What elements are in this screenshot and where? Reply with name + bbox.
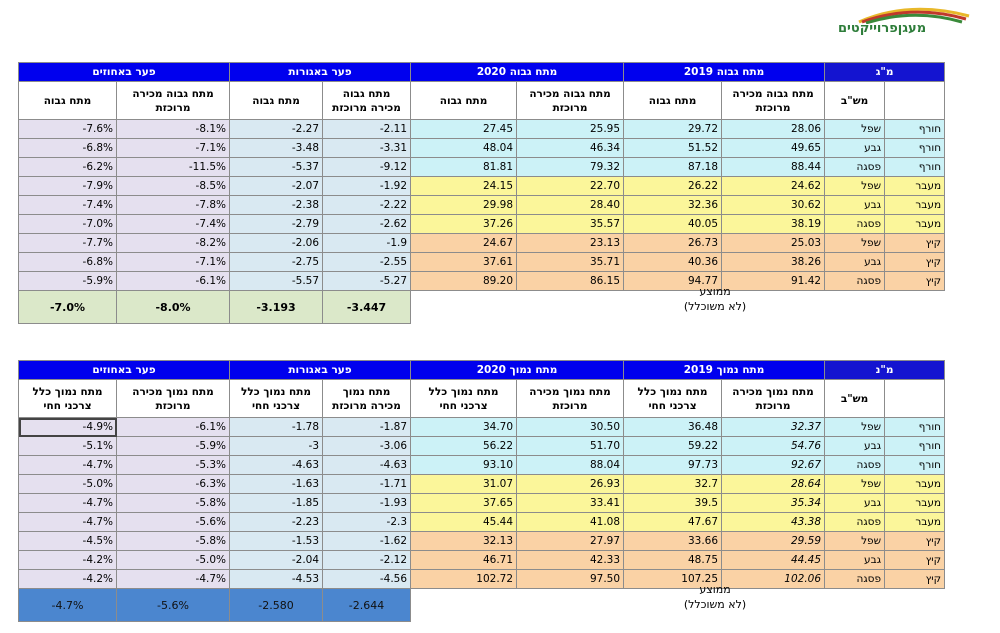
summary-ag-a: -3.193 — [230, 291, 323, 324]
group-header-pct: פער באחוזים — [19, 361, 230, 380]
cell-season[interactable]: מעבר — [885, 513, 945, 532]
cell-y19-b[interactable]: 32.37 — [722, 418, 825, 437]
cell-ag-a[interactable]: -2.38 — [230, 196, 323, 215]
cell-tod[interactable]: פסגה — [825, 215, 885, 234]
cell-tod[interactable]: שפל — [825, 532, 885, 551]
table-row — [19, 215, 945, 234]
cell-tod[interactable]: שפל — [825, 475, 885, 494]
cell-y20-a[interactable]: 37.26 — [411, 215, 517, 234]
cell-y19-b[interactable]: 38.19 — [722, 215, 825, 234]
cell-season[interactable]: מעבר — [885, 215, 945, 234]
average-note-line1: ממוצע — [699, 285, 731, 298]
cell-season[interactable]: חורף — [885, 158, 945, 177]
table-row — [19, 139, 945, 158]
sub-header: מתח נמוך כלל צרכני חחי — [230, 380, 323, 418]
cell-y19-a[interactable]: 26.22 — [624, 177, 722, 196]
cell-ag-a[interactable]: -1.63 — [230, 475, 323, 494]
cell-y19-a[interactable]: 40.36 — [624, 253, 722, 272]
cell-pct-b[interactable]: -6.1% — [117, 272, 230, 291]
cell-y19-b[interactable]: 49.65 — [722, 139, 825, 158]
sub-header: מתח נמוך מכירה מרוכזת — [323, 380, 411, 418]
cell-ag-a[interactable]: -1.53 — [230, 532, 323, 551]
cell-y19-b[interactable]: 30.62 — [722, 196, 825, 215]
cell-ag-b[interactable]: -4.56 — [323, 570, 411, 589]
cell-ag-b[interactable]: -3.31 — [323, 139, 411, 158]
cell-y20-b[interactable]: 46.34 — [517, 139, 624, 158]
cell-y19-b[interactable]: 24.62 — [722, 177, 825, 196]
cell-tod[interactable]: גבע — [825, 196, 885, 215]
average-note-line1: ממוצע — [699, 583, 731, 596]
cell-ag-a[interactable]: -1.78 — [230, 418, 323, 437]
sub-header: מש"ב — [825, 380, 885, 418]
cell-ag-b[interactable]: -1.62 — [323, 532, 411, 551]
table-row — [19, 437, 945, 456]
cell-y20-b[interactable]: 26.93 — [517, 475, 624, 494]
cell-y20-a[interactable]: 56.22 — [411, 437, 517, 456]
table-row — [19, 120, 945, 139]
cell-season[interactable]: קיץ — [885, 234, 945, 253]
cell-y19-a[interactable]: 26.73 — [624, 234, 722, 253]
cell-y20-a[interactable]: 29.98 — [411, 196, 517, 215]
cell-y19-a[interactable]: 32.36 — [624, 196, 722, 215]
cell-y20-a[interactable]: 24.67 — [411, 234, 517, 253]
cell-y19-b[interactable]: 35.34 — [722, 494, 825, 513]
cell-y19-a[interactable]: 47.67 — [624, 513, 722, 532]
cell-y20-a[interactable]: 37.61 — [411, 253, 517, 272]
cell-y20-b[interactable]: 41.08 — [517, 513, 624, 532]
cell-tod[interactable]: גבע — [825, 551, 885, 570]
cell-ag-a[interactable]: -2.27 — [230, 120, 323, 139]
cell-ag-a[interactable]: -4.63 — [230, 456, 323, 475]
cell-y19-b[interactable]: 102.06 — [722, 570, 825, 589]
cell-ag-b[interactable]: -9.12 — [323, 158, 411, 177]
cell-y19-b[interactable]: 38.26 — [722, 253, 825, 272]
table-row — [19, 418, 945, 437]
cell-y20-b[interactable]: 27.97 — [517, 532, 624, 551]
cell-y19-b[interactable]: 25.03 — [722, 234, 825, 253]
cell-tod[interactable]: שפל — [825, 234, 885, 253]
cell-pct-b[interactable]: -8.5% — [117, 177, 230, 196]
cell-y19-b[interactable]: 91.42 — [722, 272, 825, 291]
cell-y20-b[interactable]: 22.70 — [517, 177, 624, 196]
cell-y20-a[interactable]: 89.20 — [411, 272, 517, 291]
cell-pct-b[interactable]: -4.7% — [117, 570, 230, 589]
sub-header: מתח נמוך כלל צרכני חחי — [19, 380, 117, 418]
cell-y20-a[interactable]: 93.10 — [411, 456, 517, 475]
cell-y20-a[interactable]: 24.15 — [411, 177, 517, 196]
table-row — [19, 196, 945, 215]
cell-y20-a[interactable]: 27.45 — [411, 120, 517, 139]
cell-season[interactable]: חורף — [885, 456, 945, 475]
cell-y19-b[interactable]: 28.06 — [722, 120, 825, 139]
cell-tod[interactable]: פסגה — [825, 513, 885, 532]
sub-header — [885, 380, 945, 418]
cell-y19-b[interactable]: 92.67 — [722, 456, 825, 475]
sub-header: מש"ב — [825, 82, 885, 120]
average-note — [625, 582, 805, 612]
cell-ag-b[interactable]: -1.87 — [323, 418, 411, 437]
group-header-2019: מתח נמוך 2019 — [624, 361, 825, 380]
cell-ag-a[interactable]: -2.07 — [230, 177, 323, 196]
cell-ag-b[interactable]: -2.55 — [323, 253, 411, 272]
cell-y20-b[interactable]: 79.32 — [517, 158, 624, 177]
cell-pct-b[interactable]: -5.8% — [117, 494, 230, 513]
cell-pct-a[interactable]: -5.9% — [19, 272, 117, 291]
sub-header: מתח גבוה — [230, 82, 323, 120]
cell-pct-a[interactable]: -6.8% — [19, 253, 117, 272]
group-header-2020: מתח גבוה 2020 — [411, 63, 624, 82]
cell-season[interactable]: מעבר — [885, 196, 945, 215]
cell-pct-a[interactable]: -4.7% — [19, 456, 117, 475]
cell-y20-b[interactable]: 33.41 — [517, 494, 624, 513]
summary-ag-a: -2.580 — [230, 589, 323, 622]
cell-season[interactable]: קיץ — [885, 532, 945, 551]
cell-tod[interactable]: גבע — [825, 437, 885, 456]
cell-pct-b[interactable]: -5.6% — [117, 513, 230, 532]
cell-season[interactable]: חורף — [885, 437, 945, 456]
cell-tod[interactable]: פסגה — [825, 570, 885, 589]
cell-tod[interactable]: שפל — [825, 177, 885, 196]
sub-header: מתח גבוה מכירה מרוכזת — [117, 82, 230, 120]
summary-ag-b: -3.447 — [323, 291, 411, 324]
cell-y19-a[interactable]: 36.48 — [624, 418, 722, 437]
cell-y20-b[interactable]: 30.50 — [517, 418, 624, 437]
cell-pct-b[interactable]: -6.3% — [117, 475, 230, 494]
cell-pct-a[interactable]: -4.7% — [19, 494, 117, 513]
cell-y20-a[interactable]: 34.70 — [411, 418, 517, 437]
cell-ag-b[interactable]: -2.22 — [323, 196, 411, 215]
cell-y20-b[interactable]: 51.70 — [517, 437, 624, 456]
cell-pct-a[interactable]: -6.2% — [19, 158, 117, 177]
sub-header: מתח גבוה מכירה מרוכזת — [722, 82, 825, 120]
cell-y20-a[interactable]: 81.81 — [411, 158, 517, 177]
cell-ag-b[interactable]: -2.11 — [323, 120, 411, 139]
cell-tod[interactable]: גבע — [825, 139, 885, 158]
cell-season[interactable]: חורף — [885, 120, 945, 139]
summary-pct-b: -8.0% — [117, 291, 230, 324]
cell-ag-a[interactable]: -2.23 — [230, 513, 323, 532]
cell-y19-b[interactable]: 28.64 — [722, 475, 825, 494]
cell-y20-a[interactable]: 31.07 — [411, 475, 517, 494]
cell-y20-b[interactable]: 28.40 — [517, 196, 624, 215]
table-row — [19, 253, 945, 272]
cell-y20-b[interactable]: 97.50 — [517, 570, 624, 589]
table-row — [19, 513, 945, 532]
cell-y20-a[interactable]: 46.71 — [411, 551, 517, 570]
cell-y19-a[interactable]: 33.66 — [624, 532, 722, 551]
table-row — [19, 475, 945, 494]
sub-header: מתח נמוך מכירה מרוכזת — [722, 380, 825, 418]
sub-header: מתח גבוה — [624, 82, 722, 120]
cell-y20-b[interactable]: 42.33 — [517, 551, 624, 570]
cell-y19-a[interactable]: 29.72 — [624, 120, 722, 139]
table-row — [19, 551, 945, 570]
cell-y20-b[interactable]: 23.13 — [517, 234, 624, 253]
group-header-voltage: מ"נ — [825, 361, 945, 380]
cell-ag-b[interactable]: -4.63 — [323, 456, 411, 475]
cell-y20-b[interactable]: 88.04 — [517, 456, 624, 475]
cell-y19-a[interactable]: 94.77 — [624, 272, 722, 291]
table-row — [19, 272, 945, 291]
cell-y19-a[interactable]: 39.5 — [624, 494, 722, 513]
cell-y20-a[interactable]: 32.13 — [411, 532, 517, 551]
cell-pct-a[interactable]: -4.5% — [19, 532, 117, 551]
group-header-agorot: פער באגורות — [230, 63, 411, 82]
cell-ag-a[interactable]: -4.53 — [230, 570, 323, 589]
cell-season[interactable]: מעבר — [885, 494, 945, 513]
cell-ag-b[interactable]: -3.06 — [323, 437, 411, 456]
cell-pct-b[interactable]: -5.8% — [117, 532, 230, 551]
cell-pct-b[interactable]: -7.1% — [117, 253, 230, 272]
summary-pct-a: -7.0% — [19, 291, 117, 324]
table-row — [19, 158, 945, 177]
cell-y19-a[interactable]: 40.05 — [624, 215, 722, 234]
cell-pct-b[interactable]: -11.5% — [117, 158, 230, 177]
cell-ag-a[interactable]: -2.75 — [230, 253, 323, 272]
cell-pct-b[interactable]: -7.1% — [117, 139, 230, 158]
cell-pct-a[interactable]: -4.2% — [19, 570, 117, 589]
cell-ag-a[interactable]: -2.06 — [230, 234, 323, 253]
cell-pct-a[interactable]: -7.0% — [19, 215, 117, 234]
cell-y20-b[interactable]: 25.95 — [517, 120, 624, 139]
cell-y19-b[interactable]: 44.45 — [722, 551, 825, 570]
table-row — [19, 177, 945, 196]
cell-ag-b[interactable]: -2.3 — [323, 513, 411, 532]
cell-ag-b[interactable]: -2.12 — [323, 551, 411, 570]
cell-tod[interactable]: שפל — [825, 120, 885, 139]
cell-pct-a[interactable]: -6.8% — [19, 139, 117, 158]
cell-y20-a[interactable]: 37.65 — [411, 494, 517, 513]
cell-season[interactable]: מעבר — [885, 177, 945, 196]
table-row — [19, 456, 945, 475]
cell-ag-a[interactable]: -3 — [230, 437, 323, 456]
cell-pct-a[interactable]: -4.9% — [19, 418, 117, 437]
cell-y19-b[interactable]: 88.44 — [722, 158, 825, 177]
cell-y19-a[interactable]: 51.52 — [624, 139, 722, 158]
table-row — [19, 532, 945, 551]
cell-y19-a[interactable]: 32.7 — [624, 475, 722, 494]
cell-ag-a[interactable]: -1.85 — [230, 494, 323, 513]
cell-ag-b[interactable]: -1.71 — [323, 475, 411, 494]
cell-pct-b[interactable]: -5.3% — [117, 456, 230, 475]
cell-ag-b[interactable]: -2.62 — [323, 215, 411, 234]
cell-y19-a[interactable]: 59.22 — [624, 437, 722, 456]
cell-pct-b[interactable]: -8.1% — [117, 120, 230, 139]
cell-y20-a[interactable]: 45.44 — [411, 513, 517, 532]
cell-pct-a[interactable]: -5.0% — [19, 475, 117, 494]
cell-season[interactable]: קיץ — [885, 570, 945, 589]
cell-ag-a[interactable]: -3.48 — [230, 139, 323, 158]
cell-y19-a[interactable]: 48.75 — [624, 551, 722, 570]
cell-ag-a[interactable]: -5.57 — [230, 272, 323, 291]
cell-season[interactable]: חורף — [885, 418, 945, 437]
cell-ag-a[interactable]: -5.37 — [230, 158, 323, 177]
cell-pct-a[interactable]: -4.2% — [19, 551, 117, 570]
average-note-line2: (לא משוכלל) — [683, 300, 747, 313]
cell-pct-a[interactable]: -7.9% — [19, 177, 117, 196]
group-header-2020: מתח נמוך 2020 — [411, 361, 624, 380]
cell-season[interactable]: מעבר — [885, 475, 945, 494]
cell-ag-b[interactable]: -1.93 — [323, 494, 411, 513]
cell-ag-b[interactable]: -5.27 — [323, 272, 411, 291]
cell-season[interactable]: חורף — [885, 139, 945, 158]
table-row — [19, 234, 945, 253]
sub-header: מתח גבוה מכירה מרוכזת — [323, 82, 411, 120]
cell-pct-b[interactable]: -8.2% — [117, 234, 230, 253]
average-note — [625, 284, 805, 314]
cell-pct-b[interactable]: -7.4% — [117, 215, 230, 234]
table-row — [19, 494, 945, 513]
cell-y20-b[interactable]: 35.57 — [517, 215, 624, 234]
cell-tod[interactable]: פסגה — [825, 158, 885, 177]
high-voltage-table — [18, 62, 945, 324]
cell-pct-a[interactable]: -7.4% — [19, 196, 117, 215]
group-header-2019: מתח גבוה 2019 — [624, 63, 825, 82]
cell-y20-b[interactable]: 86.15 — [517, 272, 624, 291]
average-note-line2: (לא משוכלל) — [683, 598, 747, 611]
cell-tod[interactable]: שפל — [825, 418, 885, 437]
cell-pct-a[interactable]: -4.7% — [19, 513, 117, 532]
cell-y19-a[interactable]: 97.73 — [624, 456, 722, 475]
cell-tod[interactable]: גבע — [825, 494, 885, 513]
cell-tod[interactable]: פסגה — [825, 456, 885, 475]
summary-pct-a: -4.7% — [19, 589, 117, 622]
summary-ag-b: -2.644 — [323, 589, 411, 622]
group-header-pct: פער באחוזים — [19, 63, 230, 82]
sub-header: מתח נמוך כלל צרכני חחי — [624, 380, 722, 418]
sub-header — [885, 82, 945, 120]
cell-y20-a[interactable]: 102.72 — [411, 570, 517, 589]
cell-y19-a[interactable]: 87.18 — [624, 158, 722, 177]
cell-ag-a[interactable]: -2.04 — [230, 551, 323, 570]
cell-pct-b[interactable]: -6.1% — [117, 418, 230, 437]
cell-ag-b[interactable]: -1.9 — [323, 234, 411, 253]
group-header-voltage: מ"ג — [825, 63, 945, 82]
cell-y20-b[interactable]: 35.71 — [517, 253, 624, 272]
sub-header: מתח נמוך מכירה מרוכזת — [517, 380, 624, 418]
cell-ag-b[interactable]: -1.92 — [323, 177, 411, 196]
sub-header: מתח נמוך מכירה מרוכזת — [117, 380, 230, 418]
cell-tod[interactable]: גבע — [825, 253, 885, 272]
sub-header: מתח גבוה — [411, 82, 517, 120]
cell-y19-a[interactable]: 107.25 — [624, 570, 722, 589]
low-voltage-table — [18, 360, 945, 622]
cell-y20-a[interactable]: 48.04 — [411, 139, 517, 158]
sub-header: מתח נמוך כלל צרכני חחי — [411, 380, 517, 418]
cell-pct-b[interactable]: -5.0% — [117, 551, 230, 570]
cell-pct-a[interactable]: -5.1% — [19, 437, 117, 456]
cell-y19-b[interactable]: 43.38 — [722, 513, 825, 532]
cell-season[interactable]: קיץ — [885, 253, 945, 272]
cell-y19-b[interactable]: 29.59 — [722, 532, 825, 551]
company-logo — [838, 4, 994, 46]
cell-pct-b[interactable]: -7.8% — [117, 196, 230, 215]
sub-header: מתח גבוה — [19, 82, 117, 120]
logo-text: מעגןפרוייקטים — [838, 21, 927, 36]
cell-season[interactable]: קיץ — [885, 272, 945, 291]
cell-y19-b[interactable]: 54.76 — [722, 437, 825, 456]
cell-ag-a[interactable]: -2.79 — [230, 215, 323, 234]
cell-pct-a[interactable]: -7.6% — [19, 120, 117, 139]
cell-pct-a[interactable]: -7.7% — [19, 234, 117, 253]
cell-tod[interactable]: פסגה — [825, 272, 885, 291]
cell-season[interactable]: קיץ — [885, 551, 945, 570]
table-row — [19, 570, 945, 589]
cell-pct-b[interactable]: -5.9% — [117, 437, 230, 456]
summary-pct-b: -5.6% — [117, 589, 230, 622]
group-header-agorot: פער באגורות — [230, 361, 411, 380]
sub-header: מתח גבוה מכירה מרוכזת — [517, 82, 624, 120]
